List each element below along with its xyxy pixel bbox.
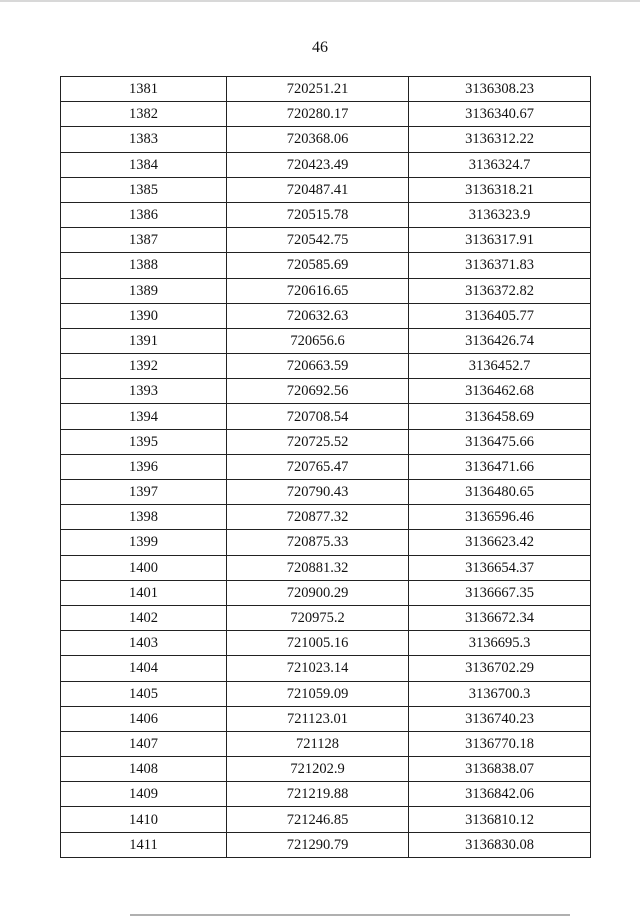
table-row <box>61 328 591 353</box>
point-number-cell: 1396 <box>61 454 227 479</box>
point-number-cell: 1407 <box>61 731 227 756</box>
point-number-cell: 1391 <box>61 328 227 353</box>
y-coordinate-cell: 3136324.7 <box>409 152 591 177</box>
point-number-cell: 1386 <box>61 202 227 227</box>
y-coordinate-cell: 3136623.42 <box>409 530 591 555</box>
coordinate-table <box>60 76 591 858</box>
table-row <box>61 228 591 253</box>
x-coordinate-cell: 720251.21 <box>227 77 409 102</box>
x-coordinate-cell: 721246.85 <box>227 807 409 832</box>
point-number-cell: 1389 <box>61 278 227 303</box>
y-coordinate-cell: 3136654.37 <box>409 555 591 580</box>
table-row <box>61 202 591 227</box>
x-coordinate-cell: 720790.43 <box>227 480 409 505</box>
x-coordinate-cell: 721128 <box>227 731 409 756</box>
bottom-edge-rule <box>130 914 570 916</box>
point-number-cell: 1383 <box>61 127 227 152</box>
x-coordinate-cell: 720765.47 <box>227 454 409 479</box>
point-number-cell: 1394 <box>61 404 227 429</box>
point-number-cell: 1399 <box>61 530 227 555</box>
x-coordinate-cell: 721202.9 <box>227 757 409 782</box>
point-number-cell: 1405 <box>61 681 227 706</box>
y-coordinate-cell: 3136371.83 <box>409 253 591 278</box>
point-number-cell: 1388 <box>61 253 227 278</box>
table-row <box>61 152 591 177</box>
x-coordinate-cell: 720632.63 <box>227 303 409 328</box>
y-coordinate-cell: 3136458.69 <box>409 404 591 429</box>
point-number-cell: 1393 <box>61 379 227 404</box>
table-row <box>61 253 591 278</box>
y-coordinate-cell: 3136312.22 <box>409 127 591 152</box>
x-coordinate-cell: 721023.14 <box>227 656 409 681</box>
table-row <box>61 429 591 454</box>
y-coordinate-cell: 3136672.34 <box>409 605 591 630</box>
point-number-cell: 1397 <box>61 480 227 505</box>
table-row <box>61 505 591 530</box>
table-row <box>61 354 591 379</box>
table-row <box>61 177 591 202</box>
x-coordinate-cell: 720656.6 <box>227 328 409 353</box>
y-coordinate-cell: 3136740.23 <box>409 706 591 731</box>
point-number-cell: 1387 <box>61 228 227 253</box>
point-number-cell: 1400 <box>61 555 227 580</box>
x-coordinate-cell: 720900.29 <box>227 580 409 605</box>
y-coordinate-cell: 3136596.46 <box>409 505 591 530</box>
y-coordinate-cell: 3136317.91 <box>409 228 591 253</box>
point-number-cell: 1390 <box>61 303 227 328</box>
point-number-cell: 1403 <box>61 631 227 656</box>
y-coordinate-cell: 3136830.08 <box>409 832 591 857</box>
x-coordinate-cell: 721059.09 <box>227 681 409 706</box>
x-coordinate-cell: 720877.32 <box>227 505 409 530</box>
y-coordinate-cell: 3136462.68 <box>409 379 591 404</box>
table-row <box>61 631 591 656</box>
table-row <box>61 303 591 328</box>
table-row <box>61 127 591 152</box>
x-coordinate-cell: 720515.78 <box>227 202 409 227</box>
y-coordinate-cell: 3136308.23 <box>409 77 591 102</box>
point-number-cell: 1401 <box>61 580 227 605</box>
point-number-cell: 1382 <box>61 102 227 127</box>
table-row <box>61 454 591 479</box>
x-coordinate-cell: 720585.69 <box>227 253 409 278</box>
y-coordinate-cell: 3136667.35 <box>409 580 591 605</box>
point-number-cell: 1406 <box>61 706 227 731</box>
table-row <box>61 102 591 127</box>
table-row <box>61 77 591 102</box>
x-coordinate-cell: 721219.88 <box>227 782 409 807</box>
table-row <box>61 580 591 605</box>
y-coordinate-cell: 3136318.21 <box>409 177 591 202</box>
point-number-cell: 1392 <box>61 354 227 379</box>
y-coordinate-cell: 3136405.77 <box>409 303 591 328</box>
x-coordinate-cell: 720423.49 <box>227 152 409 177</box>
x-coordinate-cell: 720708.54 <box>227 404 409 429</box>
y-coordinate-cell: 3136700.3 <box>409 681 591 706</box>
table-row <box>61 731 591 756</box>
y-coordinate-cell: 3136426.74 <box>409 328 591 353</box>
y-coordinate-cell: 3136702.29 <box>409 656 591 681</box>
y-coordinate-cell: 3136323.9 <box>409 202 591 227</box>
point-number-cell: 1384 <box>61 152 227 177</box>
table-row <box>61 681 591 706</box>
point-number-cell: 1404 <box>61 656 227 681</box>
point-number-cell: 1398 <box>61 505 227 530</box>
y-coordinate-cell: 3136810.12 <box>409 807 591 832</box>
x-coordinate-cell: 720487.41 <box>227 177 409 202</box>
x-coordinate-cell: 720542.75 <box>227 228 409 253</box>
table-row <box>61 278 591 303</box>
table-row <box>61 530 591 555</box>
table-row <box>61 757 591 782</box>
coordinate-table-body <box>61 77 591 858</box>
page-number: 46 <box>312 39 328 56</box>
y-coordinate-cell: 3136471.66 <box>409 454 591 479</box>
table-row <box>61 480 591 505</box>
x-coordinate-cell: 721290.79 <box>227 832 409 857</box>
x-coordinate-cell: 720368.06 <box>227 127 409 152</box>
point-number-cell: 1385 <box>61 177 227 202</box>
point-number-cell: 1402 <box>61 605 227 630</box>
table-row <box>61 807 591 832</box>
x-coordinate-cell: 721005.16 <box>227 631 409 656</box>
y-coordinate-cell: 3136842.06 <box>409 782 591 807</box>
x-coordinate-cell: 721123.01 <box>227 706 409 731</box>
y-coordinate-cell: 3136838.07 <box>409 757 591 782</box>
x-coordinate-cell: 720692.56 <box>227 379 409 404</box>
y-coordinate-cell: 3136340.67 <box>409 102 591 127</box>
top-edge-rule <box>0 0 640 2</box>
y-coordinate-cell: 3136480.65 <box>409 480 591 505</box>
x-coordinate-cell: 720881.32 <box>227 555 409 580</box>
x-coordinate-cell: 720280.17 <box>227 102 409 127</box>
coordinate-table-container <box>60 76 590 858</box>
x-coordinate-cell: 720975.2 <box>227 605 409 630</box>
table-row <box>61 832 591 857</box>
y-coordinate-cell: 3136695.3 <box>409 631 591 656</box>
table-row <box>61 656 591 681</box>
point-number-cell: 1381 <box>61 77 227 102</box>
point-number-cell: 1395 <box>61 429 227 454</box>
x-coordinate-cell: 720616.65 <box>227 278 409 303</box>
x-coordinate-cell: 720663.59 <box>227 354 409 379</box>
point-number-cell: 1408 <box>61 757 227 782</box>
table-row <box>61 782 591 807</box>
point-number-cell: 1411 <box>61 832 227 857</box>
point-number-cell: 1409 <box>61 782 227 807</box>
point-number-cell: 1410 <box>61 807 227 832</box>
table-row <box>61 706 591 731</box>
y-coordinate-cell: 3136452.7 <box>409 354 591 379</box>
y-coordinate-cell: 3136372.82 <box>409 278 591 303</box>
y-coordinate-cell: 3136770.18 <box>409 731 591 756</box>
table-row <box>61 379 591 404</box>
table-row <box>61 555 591 580</box>
x-coordinate-cell: 720725.52 <box>227 429 409 454</box>
y-coordinate-cell: 3136475.66 <box>409 429 591 454</box>
x-coordinate-cell: 720875.33 <box>227 530 409 555</box>
table-row <box>61 404 591 429</box>
table-row <box>61 605 591 630</box>
